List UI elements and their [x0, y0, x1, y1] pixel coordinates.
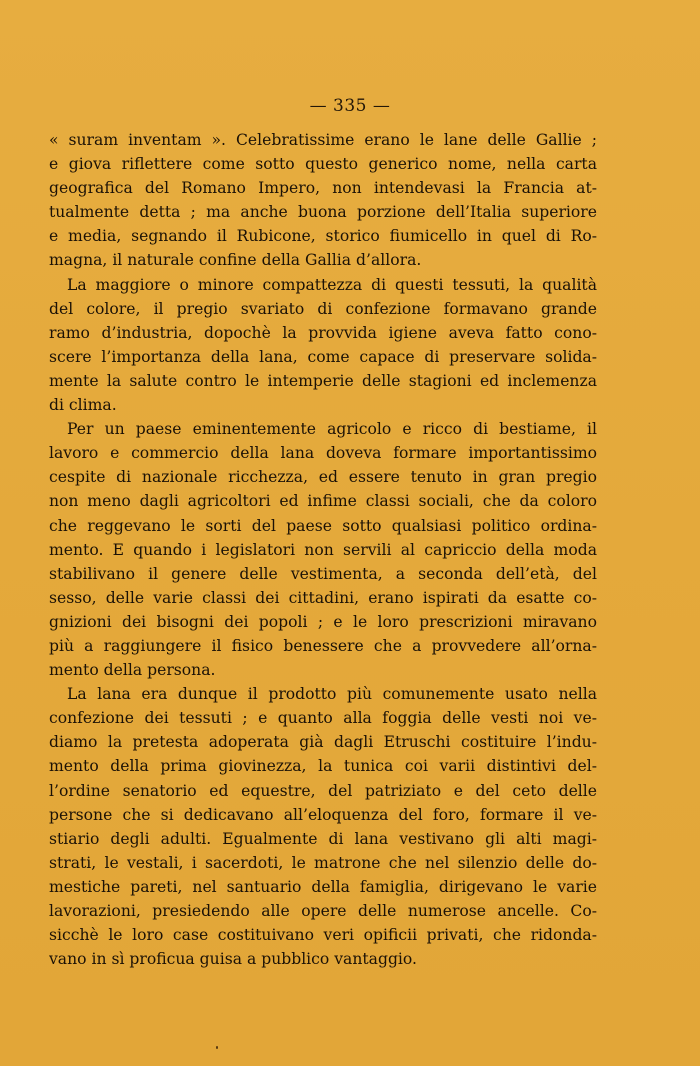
text-line: e media, segnando il Rubicone, storico fiumicello in quel di Ro- — [49, 227, 597, 246]
text-line: lavoro e commercio della lana doveva formare importantissimo — [49, 444, 597, 463]
page-number: — 335 — — [309, 96, 391, 116]
text-line: mestiche pareti, nel santuario della famiglia, dirigevano le varie — [49, 877, 597, 896]
text-line: vano in sì proficua guisa a pubblico vantaggio. — [49, 950, 417, 969]
text-line: non meno dagli agricoltori ed infime classi sociali, che da coloro — [49, 492, 597, 511]
text-line: La maggiore o minore compattezza di questi tessuti, la qualità — [67, 275, 597, 294]
text-line: sesso, delle varie classi dei cittadini, erano ispirati da esatte co- — [49, 588, 597, 607]
text-line: « suram inventam ». Celebratissime erano le lane delle Gallie ; — [49, 131, 597, 149]
text-line: mento della persona. — [49, 661, 216, 680]
text-line: sicchè le loro case costituivano veri opificii privati, che ridonda- — [49, 926, 597, 945]
text-line: mento. E quando i legislatori non servili al capriccio della moda — [49, 540, 597, 559]
text-line: stabilivano il genere delle vestimenta, a seconda dell’età, del — [49, 564, 597, 583]
text-line: mente la salute contro le intemperie delle stagioni ed inclemenza — [49, 371, 597, 390]
text-line: strati, le vestali, i sacerdoti, le matrone che nel silenzio delle do- — [49, 853, 597, 872]
text-line: di clima. — [49, 396, 117, 415]
text-line: ramo d’industria, dopochè la provvida igiene aveva fatto cono- — [49, 323, 597, 342]
text-line: mento della prima giovinezza, la tunica coi varii distintivi del- — [49, 757, 597, 776]
text-line: cespite di nazionale ricchezza, ed essere tenuto in gran pregio — [49, 468, 597, 487]
text-line: stiario degli adulti. Egualmente di lana vestivano gli alti magi- — [49, 829, 597, 848]
text-line: diamo la pretesta adoperata già dagli Etruschi costituire l’indu- — [49, 733, 597, 752]
body-text — [49, 128, 597, 971]
text-line: che reggevano le sorti del paese sotto qualsiasi politico ordina- — [49, 516, 597, 535]
text-line: persone che si dedicavano all’eloquenza del foro, formare il ve- — [49, 805, 597, 824]
paper-speck — [216, 1046, 218, 1049]
text-line: del colore, il pregio svariato di confezione formavano grande — [49, 299, 597, 318]
text-line: più a raggiungere il fisico benessere che a provvedere all’orna- — [49, 636, 597, 655]
text-line: scere l’importanza della lana, come capace di preservare solida- — [49, 347, 597, 366]
text-line: La lana era dunque il prodotto più comunemente usato nella — [67, 685, 597, 704]
text-line: confezione dei tessuti ; e quanto alla foggia delle vesti noi ve- — [49, 709, 597, 728]
text-line: e giova riflettere come sotto questo generico nome, nella carta — [49, 155, 597, 174]
text-line: magna, il naturale confine della Gallia d’allora. — [49, 251, 422, 270]
text-line: gnizioni dei bisogni dei popoli ; e le loro prescrizioni miravano — [49, 612, 597, 631]
text-line: lavorazioni, presiedendo alle opere delle numerose ancelle. Co- — [49, 902, 597, 920]
text-line: l’ordine senatorio ed equestre, del patriziato e del ceto delle — [49, 781, 597, 800]
text-line: geografica del Romano Impero, non intendevasi la Francia at- — [49, 179, 597, 198]
text-line: Per un paese eminentemente agricolo e ricco di bestiame, il — [67, 420, 597, 439]
text-line: tualmente detta ; ma anche buona porzione dell’Italia superiore — [49, 203, 597, 222]
